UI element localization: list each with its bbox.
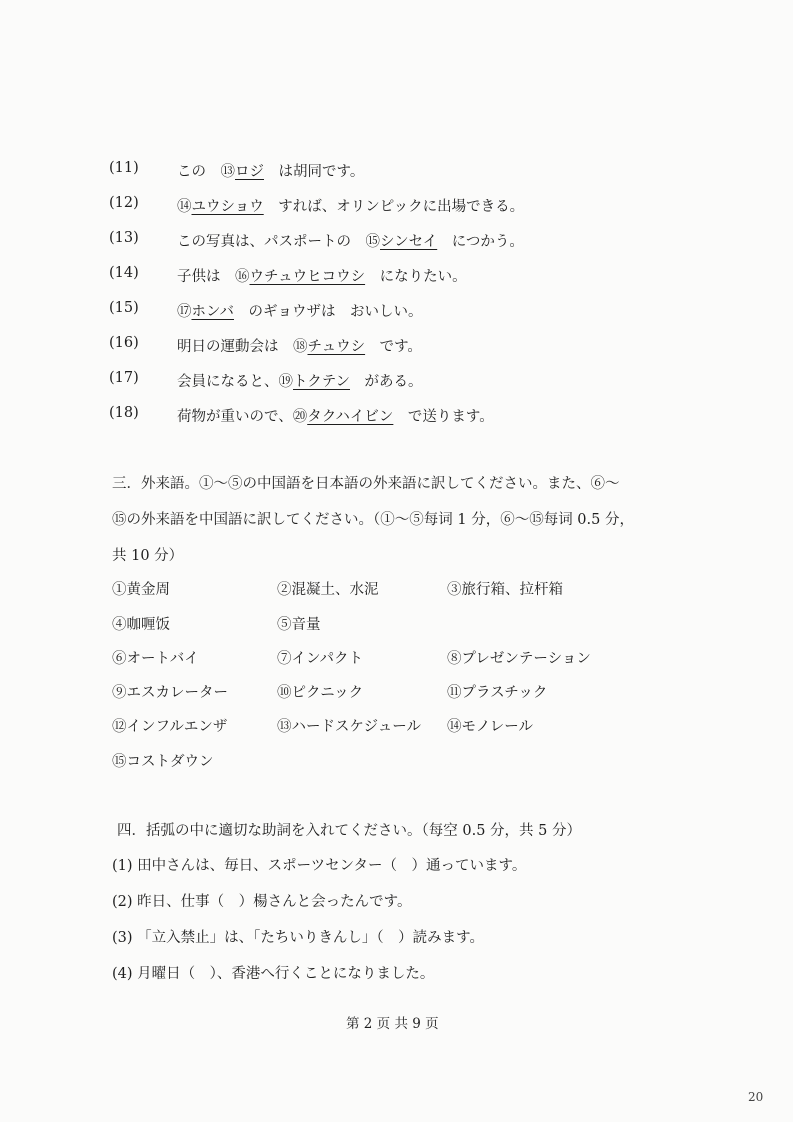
section4-item-2: (2) 昨日、仕事（ ）楊さんと会ったんです。: [112, 894, 412, 910]
underlined-word: ウチュウヒコウシ: [249, 269, 366, 285]
vocab-item: ③旅行箱、拉杆箱: [447, 582, 563, 598]
underlined-word: シンセイ: [380, 234, 438, 250]
page-number: 20: [748, 1090, 764, 1104]
section4-item-4: (4) 月曜日（ ）、香港へ行くことになりました。: [112, 966, 435, 982]
vocab-item: ④咖喱饭: [112, 617, 170, 633]
vocab-item: ⑥オートバイ: [112, 651, 199, 667]
vocab-item: ⑪プラスチック: [447, 685, 548, 701]
underlined-word: チュウシ: [307, 339, 366, 355]
vocab-item: ⑬ハードスケジュール: [277, 719, 421, 735]
page-footer: 第 2 页 共 9 页: [346, 1016, 439, 1032]
vocab-item: ⑨エスカレーター: [112, 685, 228, 701]
underlined-word: タクハイビン: [307, 409, 394, 425]
underlined-word: ホンバ: [191, 304, 234, 320]
section3-instruction-line3: 共 10 分）: [112, 548, 184, 564]
vocab-item: ⑤音量: [277, 617, 321, 633]
vocab-item: ⑦インパクト: [277, 651, 363, 667]
underlined-word: ロジ: [235, 164, 264, 180]
section3-instruction-line1: 三．外来語。①～⑤の中国語を日本語の外来語に訳してください。また、⑥～: [112, 476, 620, 492]
vocab-item: ①黄金周: [112, 582, 170, 598]
vocab-item: ⑩ピクニック: [277, 685, 364, 701]
underlined-word: ユウショウ: [191, 199, 264, 215]
vocab-item: ②混凝土、水泥: [277, 582, 379, 598]
exam-page: (11) この ⑬ロジ は胡同です。 (12) ⑭ユウショウ すれば、オリンピックに出場できる。 (13) この写真は、パスポートの ⑮シンセイ につかう。 (14) 子供は ⑯ウチュウヒコウシ になりたい。 (15) ⑰ホンバ のギョウザは おいしい。 (16) 明日の運動会は ⑱チュウシ です。 (17) 会員になると、⑲トクテン がある。 (18) 荷物が重いので、⑳タクハイビン で送ります。 三．外来語。①～⑤の中国語を日本語の外来語に訳してください。また、⑥～ ⑮の外来語を中国語に訳してください。（①～⑤每词 1 分，⑥～⑮每词 0.5 分， 共 10 分） ①黄金周 ②混凝土、水泥 ③旅行箱、拉杆箱 ④咖喱饭 ⑤音量 ⑥オートバイ ⑦インパクト ⑧プレゼンテーション ⑨エスカレーター ⑩ピクニック ⑪プラスチック ⑫インフルエンザ ⑬ハードスケジュール ⑭モノレール ⑮コストダウン 四．括弧の中に適切な助詞を入れてください。（每空 0.5 分，共 5 分） (1) 田中さんは、毎日、スポーツセンター（ ）通っています。 (2) 昨日、仕事（ ）楊さんと会ったんです。 (3) 「立入禁止」は、「たちいりきんし」（ ）読みます。 (4) 月曜日（ ）、香港へ行くことになりました。 第 2 页 共 9 页 20: [109, 160, 764, 1104]
vocab-item: ⑭モノレール: [447, 719, 533, 735]
section4-item-1: (1) 田中さんは、毎日、スポーツセンター（ ）通っています。: [112, 858, 527, 874]
vocab-item: ⑧プレゼンテーション: [447, 651, 591, 667]
section4-instruction: 四．括弧の中に適切な助詞を入れてください。（每空 0.5 分，共 5 分）: [117, 823, 581, 839]
vocab-item: ⑮コストダウン: [112, 754, 214, 770]
vocab-item: ⑫インフルエンザ: [112, 719, 228, 735]
section3-instruction-line2: ⑮の外来語を中国語に訳してください。（①～⑤每词 1 分，⑥～⑮每词 0.5 分，: [112, 512, 634, 528]
section4-item-3: (3) 「立入禁止」は、「たちいりきんし」（ ）読みます。: [112, 930, 484, 946]
underlined-word: トクテン: [293, 374, 350, 390]
